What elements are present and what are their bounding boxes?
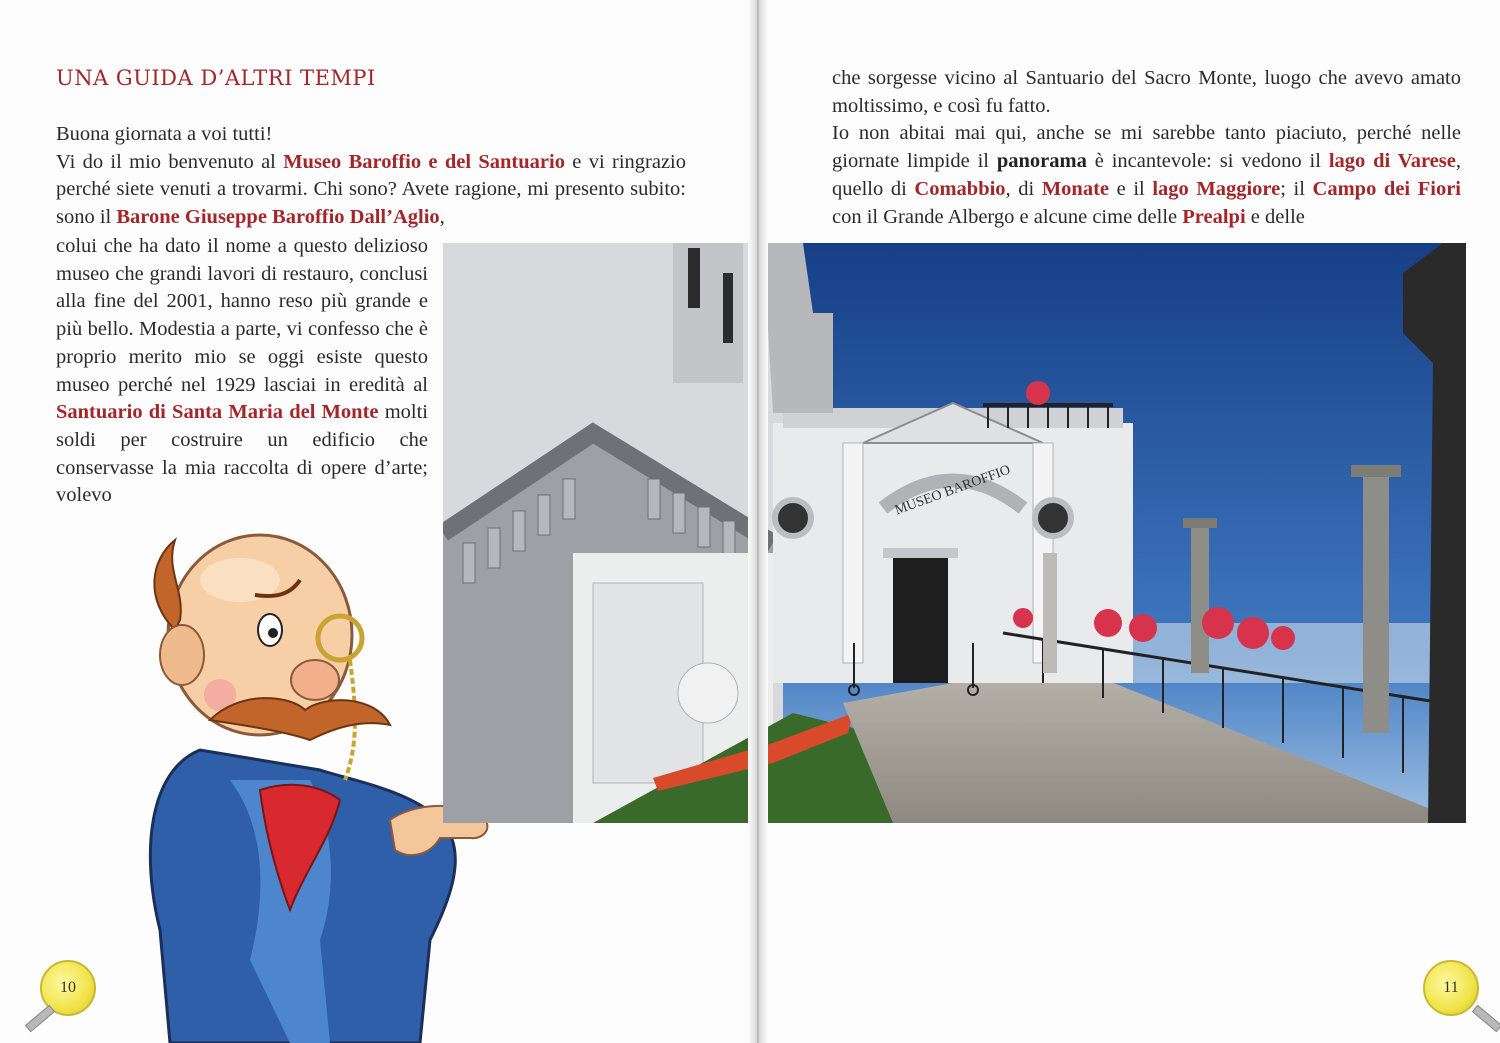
highlighted-term: Monate [1041, 177, 1110, 200]
text-run: , di [1005, 177, 1042, 200]
highlighted-term: Museo Baroffio e del Santuario [283, 150, 565, 173]
text-run: e vi ringrazio perché siete venuti a trovarmi. Chi sono? Avete ragione, mi presento subito: sono il [56, 150, 686, 229]
fountain [678, 663, 738, 723]
window [688, 248, 700, 308]
right-paragraph [832, 65, 1461, 231]
highlighted-term: Campo dei Fiori [1312, 177, 1461, 200]
highlighted-term: lago Maggiore [1152, 177, 1281, 200]
intro-paragraph [56, 121, 686, 232]
book-gutter [748, 0, 768, 1043]
text-run: e il [1109, 177, 1153, 200]
highlighted-term: Barone Giuseppe Baroffio Dall’Aglio [116, 206, 440, 229]
text-run: è incantevole: si vedono il [1086, 150, 1329, 173]
text-run: ; il [1280, 177, 1313, 200]
page-number-right [1423, 960, 1479, 1016]
highlighted-term: Comabbio [914, 177, 1006, 200]
museum-photo [443, 243, 1466, 823]
baron-paragraph [56, 233, 428, 510]
column [1363, 473, 1389, 733]
museum-photo-drawing [443, 243, 1466, 823]
text-run: che sorgesse vicino al Santuario del Sacro Monte, luogo che avevo amato moltissimo, e così fu fatto. [832, 67, 1461, 117]
museum-door [893, 558, 948, 683]
text-run: e delle [1245, 205, 1305, 228]
section-heading: UNA GUIDA D’ALTRI TEMPI [56, 66, 376, 90]
page-number-left-text: 10 [60, 979, 76, 996]
text-run: , [439, 206, 445, 229]
text-run: molti soldi per costruire un edificio che conservasse la mia raccolta di opere d’arte; volevo [56, 401, 428, 507]
text-run: colui che ha dato il nome a questo delizioso museo che grandi lavori di restauro, conclusi alla fine del 2001, hanno reso più grande e più bello. Modestia a parte, vi confesso che è proprio merito mio se oggi esiste questo museo perché nel 1929 lasciai in eredità al [56, 235, 428, 396]
museum-sign-text: MUSEO BAROFFIO [892, 462, 1013, 519]
highlighted-term: Prealpi [1182, 205, 1246, 228]
page-number-right-text: 11 [1443, 979, 1459, 996]
bold-term: panorama [996, 150, 1087, 173]
flower-pot [1026, 381, 1050, 405]
highlighted-term: Santuario di Santa Maria del Monte [56, 401, 379, 424]
text-run: Vi do il mio benvenuto al [56, 150, 276, 173]
magnifier-handle-icon [1472, 1005, 1500, 1032]
text-run: con il Grande Albergo e alcune cime delle [832, 205, 1183, 228]
baron-hair [154, 540, 180, 630]
column [1191, 523, 1209, 673]
text-run: Buona giornata a voi tutti! [56, 123, 273, 145]
museum-facade [773, 403, 1133, 683]
magnifier-handle-icon [25, 1005, 55, 1032]
text-run: Io non abitai mai qui, anche se mi sarebbe tanto piaciuto, perché nelle giornate limpide il [832, 122, 1461, 173]
text-run: , quello di [832, 150, 1461, 200]
highlighted-term: lago di Varese [1328, 150, 1456, 173]
page-number-left [40, 960, 96, 1016]
round-window [775, 500, 811, 536]
